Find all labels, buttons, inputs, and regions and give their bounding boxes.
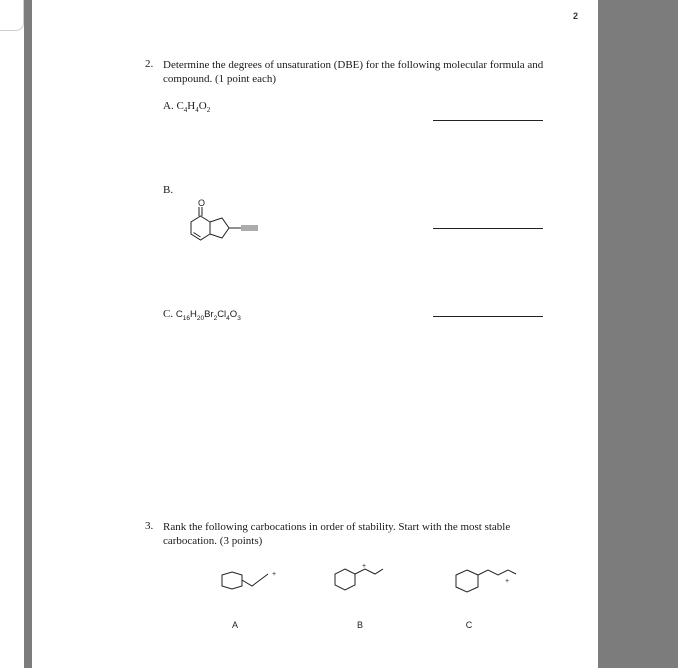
document-page — [32, 0, 598, 668]
carbocation-structure-b — [335, 564, 395, 596]
structure-a-label: A — [231, 620, 238, 630]
answer-line-b — [433, 228, 543, 229]
answer-line-a — [433, 120, 543, 121]
question-3-text: Rank the following carbocations in order of stability. Start with the most stable carbocation. (3 points) — [163, 521, 511, 547]
structure-b-label: B — [356, 620, 363, 630]
part-b-label: B. — [163, 184, 174, 196]
page-number: 2 — [572, 11, 578, 21]
part-c-label: C. $C_{16}H_{20}Br_2Cl_4O_3$ — [163, 308, 241, 322]
oxygen-atom-label: O — [198, 198, 206, 208]
right-dark-margin — [598, 0, 678, 668]
charge-a: + — [272, 571, 277, 578]
window-tab — [0, 0, 24, 31]
question-2-text: Determine the degrees of unsaturation (DBE) for the following molecular formula and compound. (1 point each) — [163, 59, 544, 85]
answer-line-c — [433, 316, 543, 317]
charge-b: + — [362, 563, 367, 570]
part-a-formula: $C_4H_4O_2$ — [176, 100, 211, 115]
left-dark-margin — [24, 0, 32, 668]
carbocation-structure-a — [222, 568, 282, 598]
bicyclic-ketone-alkyne-structure — [182, 196, 272, 248]
right-edge — [678, 0, 700, 668]
part-c-formula: $C_{16}H_{20}Br_2Cl_4O_3$ — [175, 309, 241, 322]
question-3-number: 3. — [145, 520, 154, 532]
structure-c-label: C — [465, 620, 473, 630]
charge-c: + — [505, 578, 510, 585]
question-2-number: 2. — [145, 58, 154, 70]
part-a-label: A. $C_4H_4O_2$ — [163, 100, 211, 115]
carbocation-structure-c — [456, 564, 526, 598]
